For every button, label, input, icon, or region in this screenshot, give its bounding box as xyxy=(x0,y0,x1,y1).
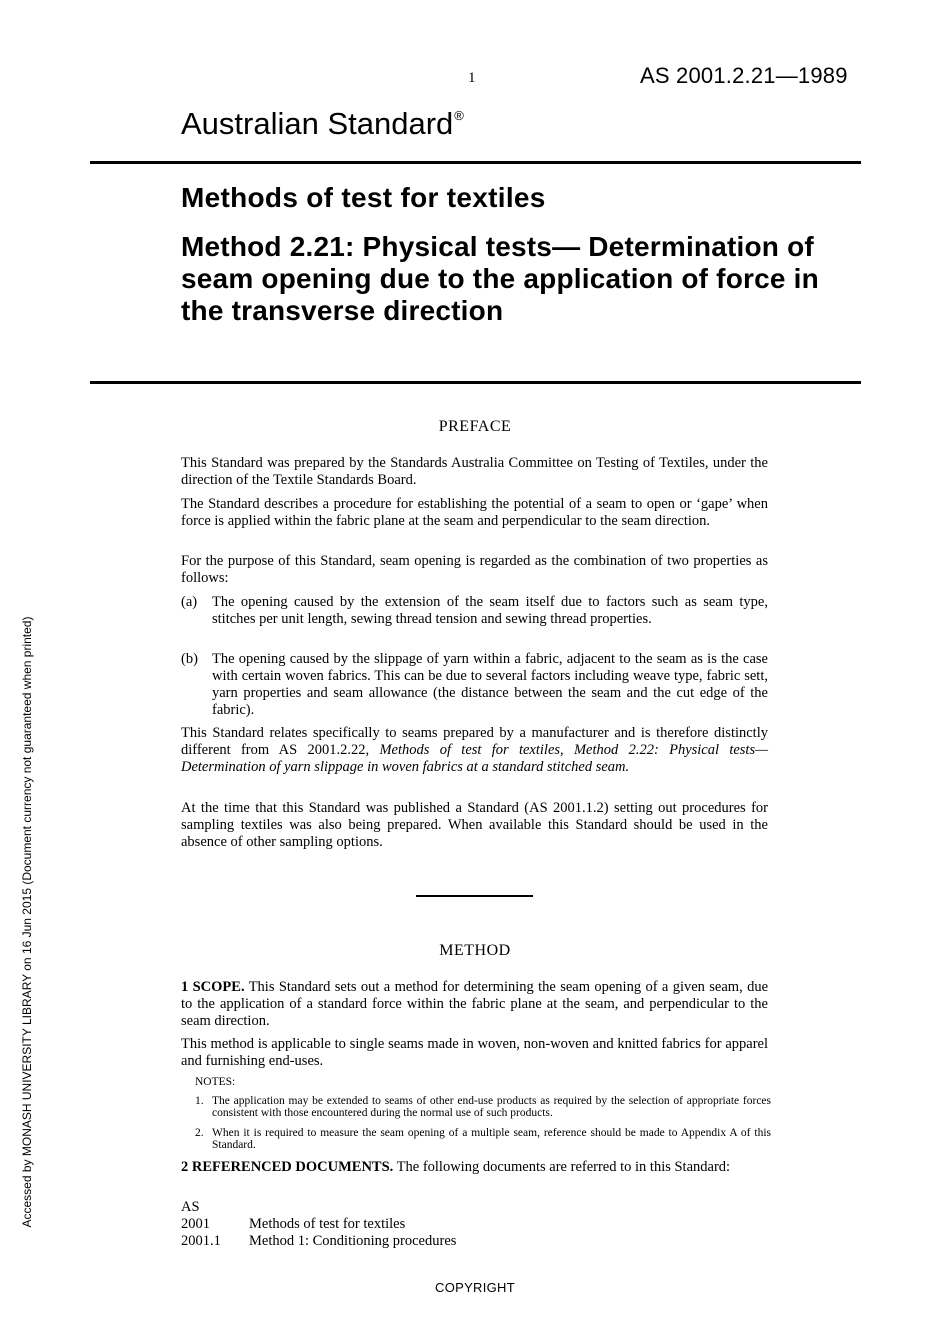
preface-paragraph-4 xyxy=(181,725,768,776)
page-number: 1 xyxy=(468,70,476,86)
notes-list xyxy=(195,1095,771,1123)
preface-paragraph-3: For the purpose of this Standard, seam opening is regarded as the combination of two properties as follows: xyxy=(181,553,768,586)
note-text: The application may be extended to seams of other end-use products as required by the selection of appropriate forces consistent with those encountered during the normal use of such products. xyxy=(212,1095,771,1119)
note-text: When it is required to measure the seam opening of a multiple seam, reference should be made to Appendix A of this Standard. xyxy=(212,1127,771,1151)
clause-heading: 1 SCOPE. xyxy=(181,979,245,995)
preface-list-b xyxy=(181,651,768,721)
access-notice: Accessed by MONASH UNIVERSITY LIBRARY on 16 Jun 2015 (Document currency not guaranteed when printed) xyxy=(20,616,34,1228)
scope-clause xyxy=(181,979,768,1030)
ref-title: Method 1: Conditioning procedures xyxy=(249,1233,457,1249)
notes-list-2 xyxy=(195,1127,771,1155)
registered-mark: ® xyxy=(454,108,464,123)
list-item-text: The opening caused by the slippage of yarn within a fabric, adjacent to the seam as is the case with certain woven fabrics. This can be due to several factors including weave type, fabric sett, yarn properties and seam allowance (the distance between the seam and the cut edge of the fabric). xyxy=(212,651,768,718)
ref-group-label: AS xyxy=(181,1199,200,1215)
preface-paragraph-2: The Standard describes a procedure for establishing the potential of a seam to open or ‘gape’ when force is applied within the fabric plane at the seam and perpendicular to the seam direction. xyxy=(181,496,768,529)
referenced-documents-clause xyxy=(181,1159,768,1176)
list-item-b xyxy=(181,651,768,719)
ref-title: Methods of test for textiles xyxy=(249,1216,406,1232)
preface-heading: PREFACE xyxy=(438,418,512,435)
preface-list xyxy=(181,594,768,654)
note-1 xyxy=(195,1095,771,1119)
brand-title xyxy=(181,106,464,142)
document-code: AS 2001.2.21—1989 xyxy=(640,63,848,88)
scope-paragraph-2: This method is applicable to single seams made in woven, non-woven and knitted fabrics for apparel and furnishing end-uses. xyxy=(181,1036,768,1069)
method-title: Method 2.21: Physical tests— Determination of seam opening due to the application of force in the transverse direction xyxy=(181,231,819,326)
section-separator xyxy=(416,895,533,897)
list-item-label: (a) xyxy=(181,594,198,610)
method-heading: METHOD xyxy=(439,942,511,959)
brand-name: Australian Standard xyxy=(181,106,454,141)
note-number: 1. xyxy=(195,1095,204,1107)
list-item-text: The opening caused by the extension of the seam itself due to factors such as seam type, stitches per unit length, sewing thread tension and sewing thread properties. xyxy=(212,594,768,627)
list-item-a xyxy=(181,594,768,628)
ref-code: 2001 xyxy=(181,1216,210,1232)
note-number: 2. xyxy=(195,1127,204,1139)
notes-heading: NOTES: xyxy=(195,1076,236,1088)
clause-text: This Standard sets out a method for determining the seam opening of a given seam, due to the application of a standard force within the fabric plane at the seam, and perpendicular to the seam direction. xyxy=(181,979,769,1029)
clause-text: The following documents are referred to in this Standard: xyxy=(393,1159,731,1175)
copyright-footer: COPYRIGHT xyxy=(435,1280,515,1295)
series-title: Methods of test for textiles xyxy=(181,182,546,213)
paragraph-text: This Standard relates specifically to seams prepared by a manufacturer and is therefore distinctly different from AS 2001.2.22, xyxy=(181,725,768,758)
clause-heading: 2 REFERENCED DOCUMENTS. xyxy=(181,1159,394,1175)
referenced-standard-title: Methods of test for textiles, Method 2.22: Physical tests—Determination of yarn slippage in woven fabrics at a standard stitched seam. xyxy=(181,742,769,775)
list-item-label: (b) xyxy=(181,651,198,667)
preface-paragraph-1: This Standard was prepared by the Standards Australia Committee on Testing of Textiles, under the direction of the Textile Standards Board. xyxy=(181,455,768,488)
top-rule xyxy=(90,161,861,164)
ref-code: 2001.1 xyxy=(181,1233,221,1249)
referenced-documents-list xyxy=(181,1199,768,1259)
note-2 xyxy=(195,1127,771,1151)
preface-paragraph-5: At the time that this Standard was published a Standard (AS 2001.1.2) setting out procedures for sampling textiles was also being prepared. When available this Standard should be used in the absence of other sampling options. xyxy=(181,800,768,850)
title-bottom-rule xyxy=(90,381,861,384)
